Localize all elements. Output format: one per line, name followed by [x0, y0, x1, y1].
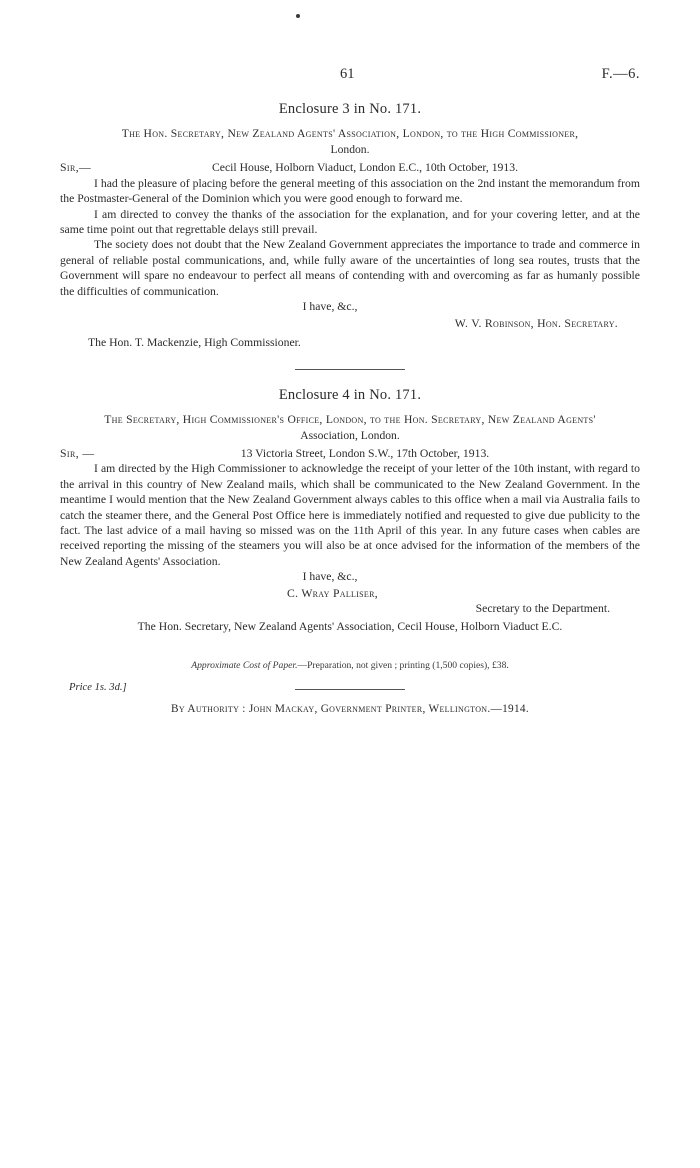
enclosure-3-salutation-row [60, 160, 640, 175]
page-number: 61 [340, 66, 355, 82]
enclosure-4-place-date: 13 Victoria Street, London S.W., 17th October, 1913. [240, 446, 490, 460]
enclosure-4-salutation-row [60, 446, 640, 461]
enclosure-3-from-line-2: London. [330, 143, 370, 157]
enclosure-4-signature: C. Wray Palliser, [287, 586, 378, 600]
section-divider-1 [295, 369, 405, 370]
enclosure-3-signature: W. V. Robinson, Hon. Secretary. [454, 316, 618, 330]
enclosure-3-title: Enclosure 3 in No. 171. [278, 101, 422, 117]
price-note: Price 1s. 3d.] [69, 682, 127, 693]
cost-note-italic: Approximate Cost of Paper. [191, 660, 298, 671]
enclosure-4-closing: I have, &c., [302, 570, 358, 584]
enclosure-4-from-line: The Secretary, High Commissioner's Office, London, to the Hon. Secretary, New Zealand Agents' [104, 412, 596, 426]
authority-line-wrap [60, 702, 640, 717]
enclosure-3-paragraph-3: The society does not doubt that the New Zealand Government appreciates the importance to trade and commerce in general of reliable postal communications, and, while fully aware of the uncertainties of long sea routes, trusts that the Government will spare no endeavour to perfect all means of contending with and overcoming as far as humanly possible the difficulties of communication. [60, 238, 640, 298]
page-mark-dot [296, 14, 300, 18]
enclosure-3-section [60, 100, 640, 351]
enclosure-4-from-line-2: Association, London. [300, 428, 400, 442]
document-body [60, 95, 640, 717]
enclosure-3-closing: I have, &c., [302, 300, 358, 314]
enclosure-4-paragraph-1: I am directed by the High Commissioner to acknowledge the receipt of your letter of the 10th instant, with regard to the arrival in this country of New Zealand mails, which shall be communicated to the New Zealand Government. In the meantime I would mention that the New Zealand Government always cables to this office when a mail via Australia fails to catch the steamer there, and the General Post Office here is immediately notified and requested to give due publicity to the fact. The last advice of a mail having so missed was on the 11th April of this year. In any future cases when cables are received reporting the missing of the steamers you will also be at once advised for the information of the members of the New Zealand Agents' Association. [60, 462, 640, 568]
cost-of-paper-note [60, 660, 640, 673]
enclosure-4-section [60, 386, 640, 635]
cost-note-rest: —Preparation, not given ; printing (1,500 copies), £38. [297, 660, 509, 671]
enclosure-3-salutation: Sir,— [60, 161, 92, 175]
enclosure-3-to-line: The Hon. T. Mackenzie, High Commissioner. [88, 336, 301, 350]
page-header [60, 66, 640, 83]
enclosure-3-paragraph-1: I had the pleasure of placing before the general meeting of this association on the 2nd instant the memorandum from the Postmaster-General of the Dominion which you were good enough to forward me. [60, 176, 640, 206]
enclosure-4-salutation: Sir, — [60, 446, 95, 460]
enclosure-4-signature-role: Secretary to the Department. [475, 602, 610, 616]
section-divider-2 [295, 689, 405, 690]
enclosure-3-from-line: The Hon. Secretary, New Zealand Agents' Association, London, to the High Commissioner, [121, 127, 579, 141]
authority-line: By Authority : John Mackay, Government Printer, Wellington.—1914. [171, 702, 529, 715]
document-code: F.—6. [601, 66, 640, 82]
enclosure-4-to-line: The Hon. Secretary, New Zealand Agents' Association, Cecil House, Holborn Viaduct E.C. [137, 619, 563, 633]
enclosure-4-title: Enclosure 4 in No. 171. [278, 386, 422, 403]
enclosure-3-paragraph-2: I am directed to convey the thanks of the association for the explanation, and for your covering letter, and at the same time point out that regrettable delays still prevail. [60, 207, 640, 236]
enclosure-3-place-date: Cecil House, Holborn Viaduct, London E.C., 10th October, 1913. [211, 161, 518, 175]
